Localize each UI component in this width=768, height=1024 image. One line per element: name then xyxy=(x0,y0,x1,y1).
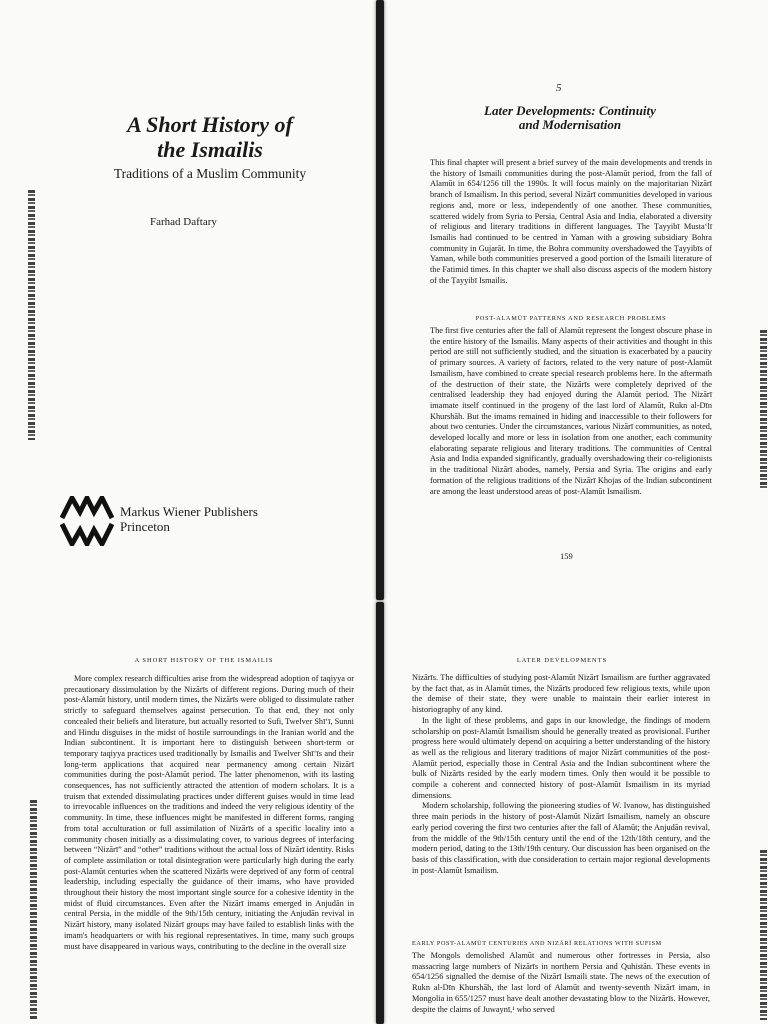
book-author: Farhad Daftary xyxy=(150,216,217,228)
scan-edge-right xyxy=(760,330,767,490)
section-2-text: The Mongols demolished Alamūt and numerous other fortresses in Persia, also massacring large numbers of Nizārīs in northern Persia and Quhistān. These events in 654/1256 signalled the demise of the Nizārī Ismaili state. The news of the execution of Rukn al-Dīn Khurshāh, the last lord of Alamūt and twenty-seventh Nizārī imam, in Mongolia in 655/1257 must have dealt another devastating blow to the Nizārīs. However, despite the claims of Juwaynī,¹ who served xyxy=(412,951,710,1014)
page-number: 159 xyxy=(560,551,573,561)
publisher-line1: Markus Wiener Publishers xyxy=(120,504,258,519)
chapter-opening-page xyxy=(384,0,768,600)
running-head-left: A SHORT HISTORY OF THE ISMAILIS xyxy=(134,657,274,664)
scan-edge-right-bottom xyxy=(760,850,767,1020)
chapter-title-line1: Later Developments: Continuity xyxy=(484,103,656,118)
publisher-logo-icon xyxy=(60,496,114,546)
scan-edge-left xyxy=(28,190,35,440)
chapter-title xyxy=(430,104,710,132)
chapter-intro-text: This final chapter will present a brief survey of the main developments and trends in the history of Ismaili communities during the post-Alamūt period, from the fall of Alamūt in 654/1256 till the 1990s. It will focus mainly on the majoritarian Nizārī branch of Ismailism. In this period, several Nizārī communities developed in various regions and, more or less, independently of one another. These communities, scattered widely from Syria to Persia, Central Asia and India, elaborated a diversity of religious and literary traditions in different languages. The Ṭayyibī Musta‘lī Ismailis had continued to be centred in Yaman with a growing subsidiary Bohra community in Gujarāt. In time, the Bohra community overshadowed the Ṭayyibīs of Yaman, while both communities preserved a good portion of the Ismaili literature of the Fatimid times. In this chapter we shall also discuss aspects of the modern history of the Ṭayyibī Ismailis. xyxy=(430,158,712,285)
section-heading: POST-ALAMŪT PATTERNS AND RESEARCH PROBLEMS xyxy=(475,315,667,322)
publisher-name xyxy=(120,504,258,534)
right-page-body xyxy=(412,673,710,876)
chapter-intro-paragraph xyxy=(430,158,712,286)
section-body-text: The first five centuries after the fall of Alamūt represent the longest obscure phase in the entire history of the Ismailis. Many aspects of their activities and thought in this period are still not sufficiently studied, and the situation is exacerbated by a paucity of primary sources. A variety of factors, related to the very nature of post-Alamūt Ismailism, have combined to create special research problems here. In the aftermath of the destruction of their state, the Nizārīs were completely deprived of the centralised leadership they had enjoyed during the Alamūt period. The Nizārī imamate itself continued in the progeny of the last lord of Alamūt, Rukn al-Dīn Khurshāh. But the imams remained in hiding and inaccessible to their followers for about two centuries. Under the circumstances, various Nizārī communities, as noted, developed locally and more or less in isolation from one another, each community elaborating separate religious and literary traditions. The communities of Central Asia and India expanded significantly, gradually overshadowing their co-religionists in the traditional Nizārī abodes, namely, Persia and Syria. The origins and early formation of the religious traditions of the Nizārī Khojas of the Indian subcontinent are among the least understood areas of post-Alamūt Ismailism. xyxy=(430,326,712,496)
right-paragraph-1: Nizārīs. The difficulties of studying post-Alamūt Nizārī Ismailism are further aggravated by the fact that, as in Alamūt times, the Nizārīs produced few religious texts, while upon the demise of their state, they were unable to maintain their earlier interest in historiography of any kind. xyxy=(412,673,710,715)
book-spine-top xyxy=(376,0,384,600)
book-subtitle: Traditions of a Muslim Community xyxy=(113,166,307,181)
running-head-right: LATER DEVELOPMENTS xyxy=(516,657,608,664)
publisher-city: Princeton xyxy=(120,519,170,534)
section-heading-2: EARLY POST-ALAMŪT CENTURIES AND NIZĀRĪ RELATIONS WITH SUFISM xyxy=(412,940,662,947)
section-2-body xyxy=(412,951,710,1015)
section-body xyxy=(430,326,712,497)
title-page xyxy=(0,0,384,600)
book-title xyxy=(60,112,360,162)
chapter-number: 5 xyxy=(556,82,562,94)
scan-edge-left-bottom xyxy=(30,800,37,1020)
book-spine-bottom xyxy=(376,602,384,1024)
chapter-title-line2: and Modernisation xyxy=(518,117,622,132)
right-paragraph-2: In the light of these problems, and gaps in our knowledge, the findings of modern scholarship on post-Alamūt Ismailism should be generally treated as provisional. Further progress here would ultimately depend on acquiring a better understanding of the history as well as the religious and literary traditions of major Nizārī communities of the post-Alamūt period, especially those in Central Asia and the Indian subcontinent where the bulk of Nizārīs resided by the early modern times. Only then would it be possible to compile a coherent and connected history of post-Alamūt Ismailism in its myriad dimensions. xyxy=(412,715,710,800)
left-page-body xyxy=(64,674,354,952)
left-page-paragraph: More complex research difficulties arise from the widespread adoption of taqiyya or precautionary dissimulation by the Nizārīs of different regions. During much of their post-Alamūt history, until modern times, the Nizārīs were obliged to dissimulate rather strictly to safeguard themselves against persecution. To that end, they not only concealed their beliefs and literature, but actually resorted to Sufi, Twelver Shī‘ī, Sunni and Hindu disguises in the midst of hostile surroundings in the Iranian world and the Indian subcontinent. It is important here to distinguish between short-term or temporary taqiyya practices used traditionally by Ismailis and Twelver Shī‘īs and their long-term applications that acquired near permanency among certain Nizārī communities during the post-Alamūt period. The latter phenomenon, with its lasting consequences, has not sufficiently attracted the attention of modern scholars. It is a truism that extended dissimulating practices under different guises would in time lead to irrevocable influences on the traditions and indeed the very religious identity of the community. In time, these influences might be manifested in different forms, ranging from total acculturation or full assimilation of Nizārīs of a specific locality into a community chosen initially as a dissimulating cover, to various degrees of interfacing between “Nizārī” and “other” traditions without the actual loss of Nizārī identity. Risks of complete assimilation or total disintegration were particularly high during the early post-Alamūt centuries when the scattered Nizārīs were deprived of any form of central leadership, including especially the guidance of their imams, who have provided throughout their history the most important single source for a cohesive identity in the midst of fluid circumstances. Even after the Nizārī imams emerged in Anjudān in central Persia, in the middle of the 9th/15th century, initiating the Anjudān revival in Nizārī history, many isolated Nizārī groups may have failed to establish links with the imam's headquarters or with his regional representatives. In time, many such groups must have disappeared in various ways, contributing to the decline in the overall size xyxy=(64,674,354,951)
book-title-line1: A Short History of xyxy=(127,112,293,137)
book-title-line2: the Ismailis xyxy=(157,137,263,162)
right-paragraph-3: Modern scholarship, following the pioneering studies of W. Ivanow, has distinguished three main periods in the history of post-Alamūt Nizārī Ismailism, namely an obscure early period covering the first two centuries after the fall of Alamūt; the Anjudān revival, from the middle of the 9th/15th century until the end of the 12th/18th century, and the modern period, dating to the 13th/19th century. Our discussion has been organised on the basis of this classification, with due consideration to certain major regional developments in post-Alamūt Ismailism. xyxy=(412,801,710,875)
